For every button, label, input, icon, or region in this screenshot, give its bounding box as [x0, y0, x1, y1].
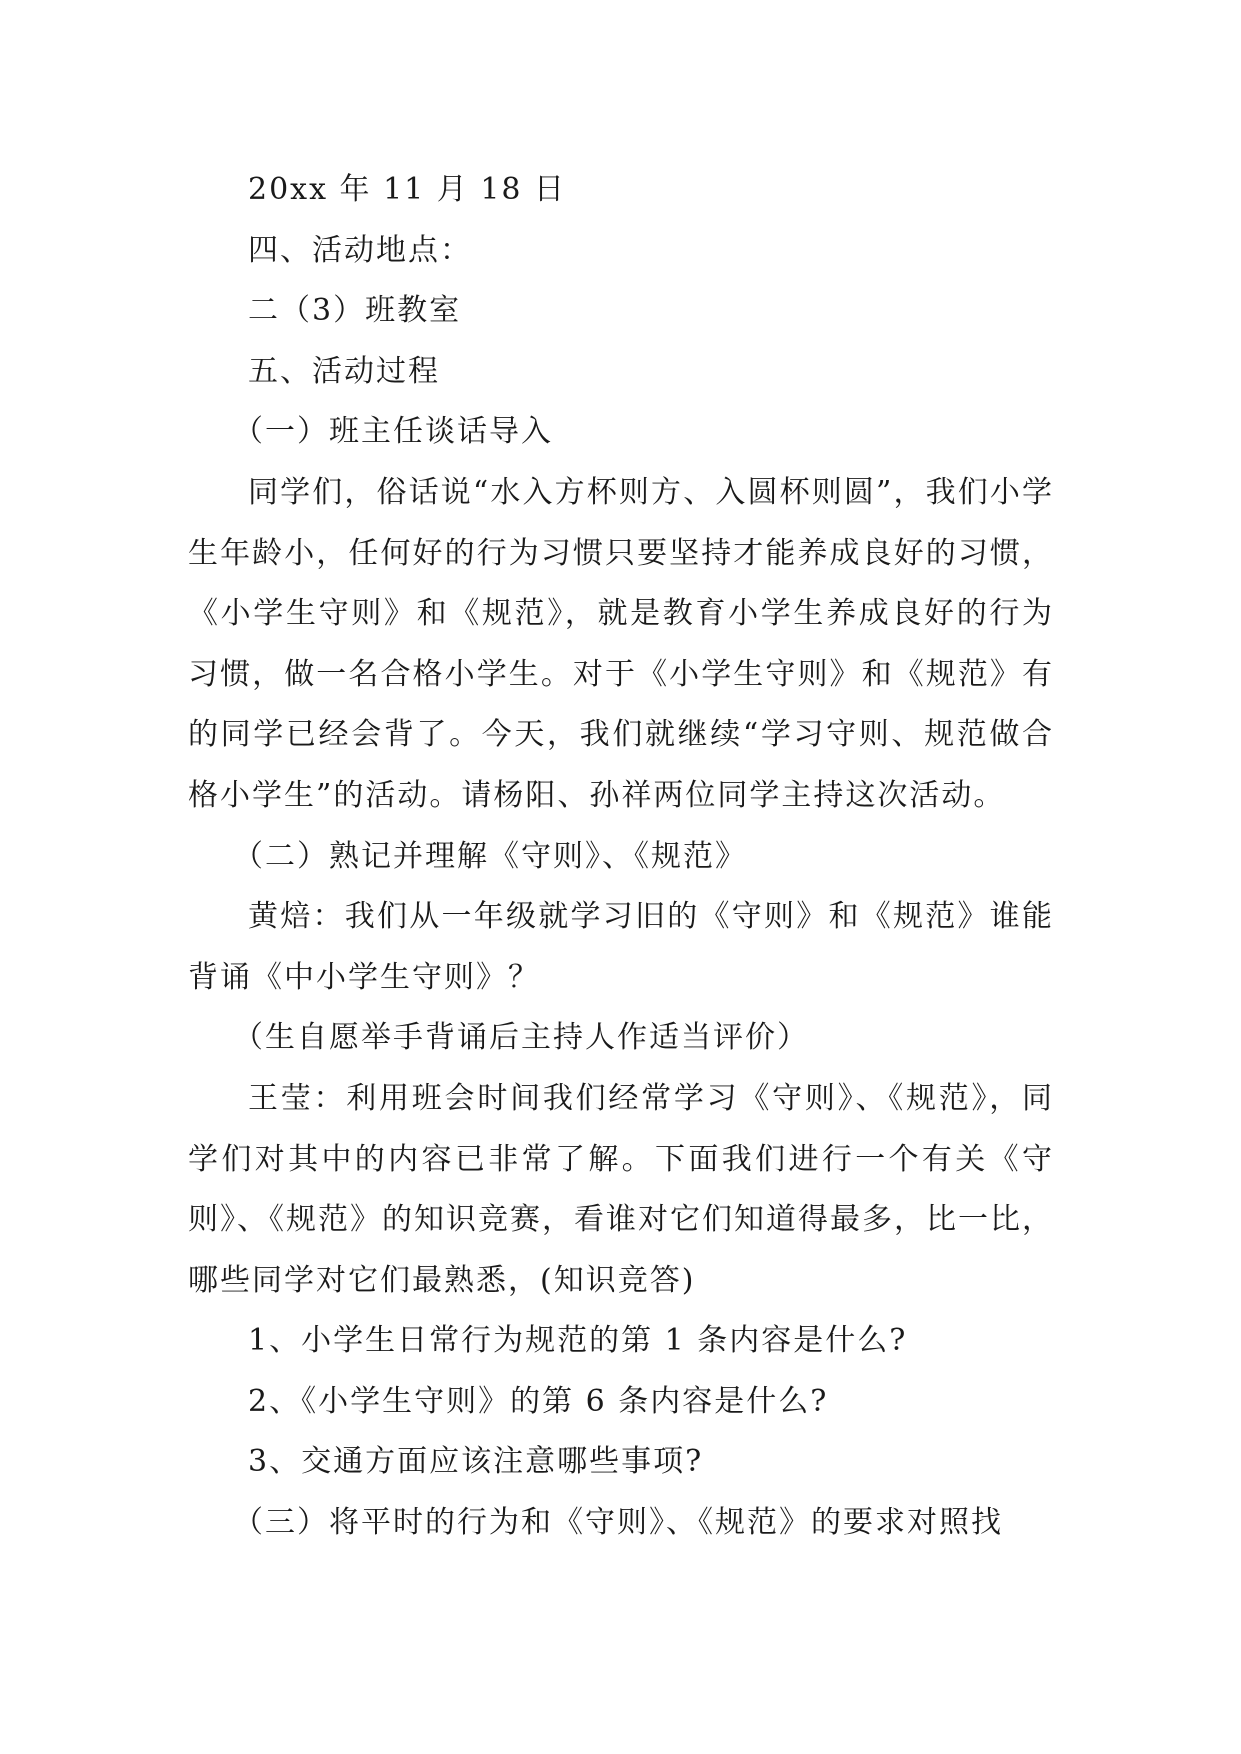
body-paragraph-huangbei: 黄焙：我们从一年级就学习旧的《守则》和《规范》谁能背诵《中小学生守则》？ — [188, 899, 1054, 995]
body-paragraph-wangying: 王莹：利用班会时间我们经常学习《守则》、《规范》，同学们对其中的内容已非常了解。下面我们进行一个有关《守则》、《规范》的知识竞赛，看谁对它们知道得最多，比一比，哪些同学对它们最熟悉，(知识竞答) — [188, 1080, 1054, 1298]
subsection-heading-2: （二）熟记并理解《守则》、《规范》 — [233, 838, 747, 874]
section-heading-process: 五、活动过程 — [248, 353, 440, 389]
body-paragraph-intro: 同学们，俗话说“水入方杯则方、入圆杯则圆”，我们小学生年龄小，任何好的行为习惯只要坚持才能养成良好的习惯，《小学生守则》和《规范》，就是教育小学生养成良好的行为习惯，做一名合格小学生。对于《小学生守则》和《规范》有的同学已经会背了。今天，我们就继续“学习守则、规范做合格小学生”的活动。请杨阳、孙祥两位同学主持这次活动。 — [188, 474, 1054, 813]
quiz-question-3: 3、交通方面应该注意哪些事项? — [248, 1444, 704, 1480]
subsection-heading-1: （一）班主任谈话导入 — [233, 414, 553, 450]
subsection-heading-3: （三）将平时的行为和《守则》、《规范》的要求对照找 — [233, 1505, 1003, 1541]
section-heading-location: 四、活动地点： — [248, 232, 472, 268]
document-page — [188, 160, 1054, 1554]
quiz-question-1: 1、小学生日常行为规范的第 1 条内容是什么? — [248, 1323, 908, 1359]
location-text: 二（3）班教室 — [248, 293, 462, 329]
date-line: 20xx 年 11 月 18 日 — [248, 172, 567, 207]
quiz-question-2: 2、《小学生守则》的第 6 条内容是什么? — [248, 1383, 829, 1419]
stage-direction: （生自愿举手背诵后主持人作适当评价） — [233, 1020, 809, 1056]
